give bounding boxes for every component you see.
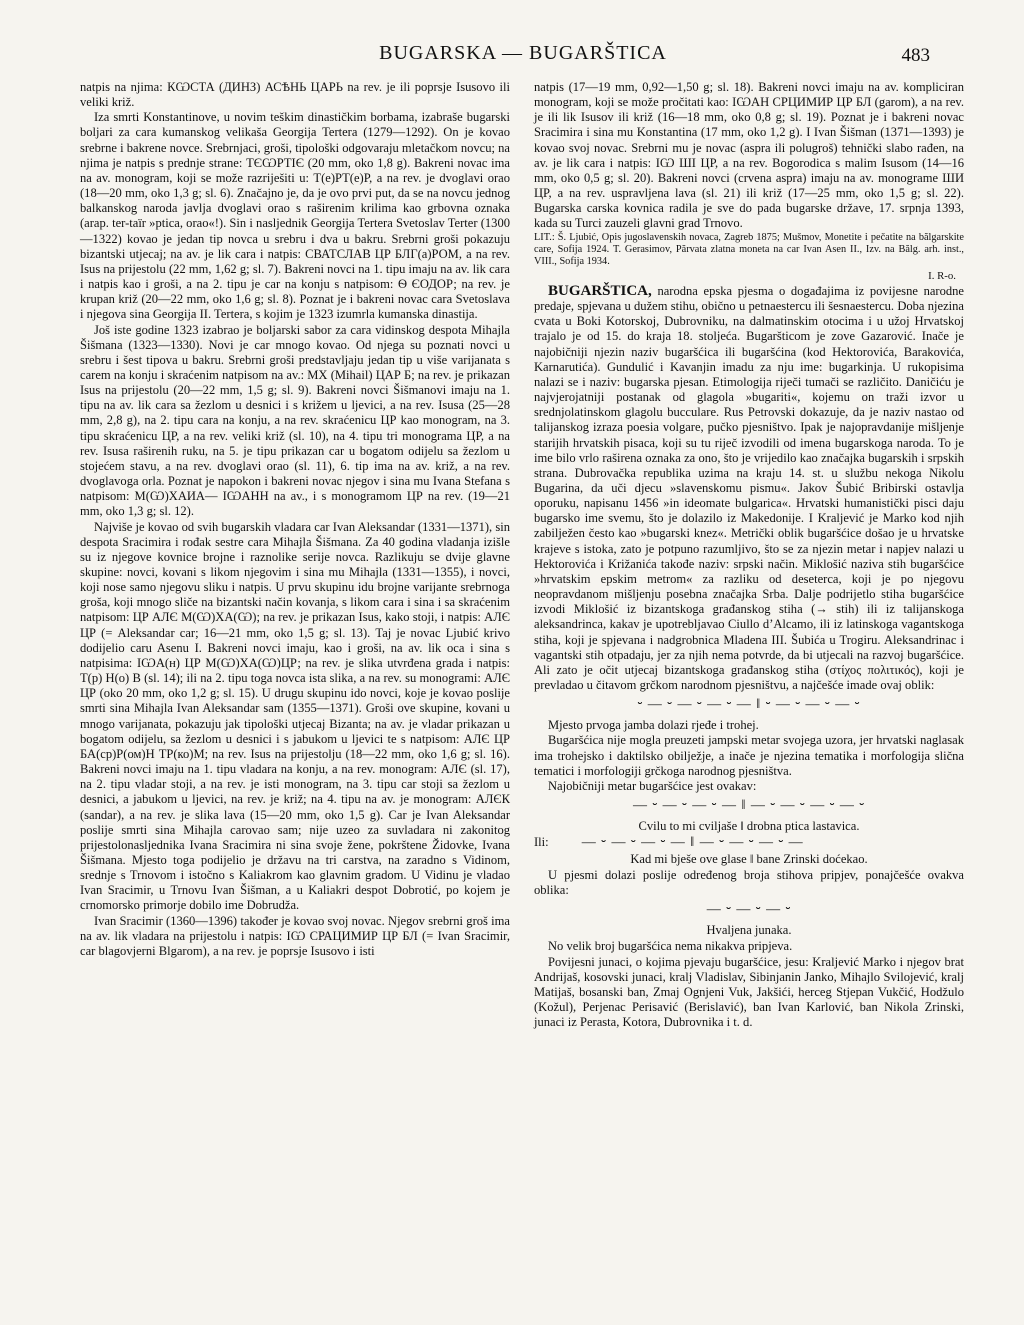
right-paragraph: Bugaršćica nije mogla preuzeti jampski metar svojega uzora, jer hrvatski naglasak ima trohejsko i daktilsko obilježje, a inače je njezina tematika i morfologija slična tematici i morfologiji grčkoga narodnog pjesništva.	[534, 733, 964, 778]
verse-line: Hvaljena junaka.	[706, 923, 792, 938]
right-paragraph: No velik broj bugaršćica nema nikakva pripjeva.	[548, 939, 793, 954]
entry-headword: BUGARŠTICA,	[548, 282, 652, 299]
entry-paragraph: narodna epska pjesma o događajima iz povijesne narodne predaje, spjevana u dužem stihu, obično u petnaestercu ili šesnaestercu. Doba njezina cvata u Boki Kotorskoj, Dubrovniku, na dalmatinskim otocima i u užoj Hrvatskoj trajalo je od 15. do kraja 18. stoljeća. Bugaršticom je zove Gazarović. Inače je najobičniji njezin naziv bugaršćica ili bugaršćina (kod Hektorovića, Barakovića, Karnarutića). Gundulić i Kavanjin imadu za nju ime: bugarkinja. U rukopisima nalazi se i naziv: bugarska pjesan. Etimologija riječi tumači se različito. Daničiću je najvjerojatniji postanak od glagola »bugariti«, kojemu on traži izvor u srednjolatinskom glagolu bucculare. Rus Petrovski dokazuje, da je naziv nastao od talijanskog izraza poesia volgare, pučko pjesništvo. Ipak je najopravdanije mišljenje starijih hrvatskih pisaca, koji su tu riječ izvodili od imena bugarskoga naroda. To je ime bilo vrlo raširena oznaka za ono, što je vrijedilo kao značajka bugarskih i srpskih strana. Dubrovačka republika uzima na kraju 14. st. u službu nekoga Nikolu Bugarina, da uči djecu »slavenskomu pismu«. Jakov Šubić Bribirski ostavlja oporuku, napisanu 1456 »in ideomate bulgarica«. Hrvatski humanistički pisci daju bugarsko ime svemu, što je dolazilo iz Makedonije. I Kraljević je Marko kod njih zabilježen često kao »bugarski knez«. Metrički oblik bugaršćice došao je u hrvatske krajeve s istoka, zato je potpuno razumljivo, što se za njezin metar i napjev nalazi u Hektorovića i Križanića takođe naziv: srpski način. Miklošić naziva stih bugaršćice »hrvatskim epskim metrom« za razliku od deseterca, koji je po njegovu neopravdanom mišljenju posebna značajka Srba. Dalje podrijetlo stiha bugaršćice izvodi Miklošić iz bizantskoga građanskog stiha (→ stih) ili iz talijanskoga aleksandrinca, kakav je upotrebljavao Ciullo d’Alcamo, ili iz latinskoga vagantskoga stiha, koji je spjevana i nadgrobnica Mladena III. Šubića u Trogiru. Aleksandrinac i vagantski stih otpadaju, jer za njih nema potvrde, da bi utjecali na razvoj bugaršćice. Ali zato je očit utjecaj bizantskoga građanskog stiha (στίχος πολιτικός), koji je prevladao u čitavom grčkom narodnom pjesništvu, a najčešće imade ovaj oblik:	[534, 283, 964, 692]
left-column	[80, 80, 510, 959]
running-title: BUGARSKA — BUGARŠTICA	[379, 42, 667, 64]
right-paragraph: Mjesto prvoga jamba dolazi rjeđe i trohej.	[548, 718, 759, 733]
left-paragraph: Najviše je kovao od svih bugarskih vladara car Ivan Aleksandar (1331—1371), sin despota Sracimira i rođak sestre cara Mihajla Šišmana. Za 40 godina vladanja izišle su iz njegove kovnice brojne i raznolike serije novca. Razlikuju se dvije glavne skupine: novci, kovani s likom njegovim i sina mu Mihajla (1331—1355), i novci, koji nose samo njegovu sliku i natpis. U prvu skupinu idu brojne varijante srebrnoga groša, koji mnogo sliče na bizantski način kovanja, s likom cara i sina i sa skraćenim natpisom: ЦР АЛЄ М(Ѡ)ХА(Ѡ); na rev. je prikazan Isus, kako stoji, i natpis: АЛЄ ЦР (= Aleksandar car; 16—21 mm, oko 1,5 g; sl. 13). Taj je novac Ljubić krivo dodijelio caru Asenu I. Bakreni novci imaju, kao i groši, na av. lik oca i sina s natpisima: ІѠА(н) ЦР М(Ѡ)ХА(Ѡ)ЦР; na rev. je slika utvrđena grada i natpis: Т(р) Н(о) В (sl. 14); ili na 2. tipu toga novca ista slika, a na rev. su monogrami: АЛЄ ЦР (oko 20 mm, oko 1,2 g; sl. 15). U drugu skupinu ido novci, koje je kovao poslije smrti sina Mihajla Ivan Aleksandar sam (1355—1371). Groši ove skupine, kovani u mnogo varijanata, pokazuju jak tipološki utjecaj Bizanta; na av. je vladar prikazan u bogatom odijelu, sa žezlom u desnici i s jabukom u ljevici te s natpisom: АЛЄ ЦР БА(ср)Р(ом)Н ТР(ко)М; na rev. Isus na prijestolju (18—22 mm, oko 1,6 g; sl. 16). Bakreni novci imaju na 1. tipu vladara na konju, a na rev. monogram: АЛЄ (sl. 17), na 2. tipu vladar stoji, a na rev. je isti monogram, na 3. tipu car stoji sa žezlom u desnici, a jabukom u ljevici, na rev. je križ; na 4. tipu na av. je monogram: АЛЄК (sandar), a na rev. je slika lava (15—20 mm, oko 1,5 g). Car je Ivan Aleksandar poslije smrti sina Mihajla carovao sam; nije uzeo za suvladara ni zakonitog prijestolonasljednika Ivana Sracimira ni sina svoje žene, pokrštene Židovke, Ivana Šišmana. Mjesto toga podijelio je državu na tri carstva, na zaradno s Vidinom, srednje s Trnovom i istočno s Kaliakrom kao glavnim gradom. U Vidinu je vladao Ivan Sracimir, u Trnovu Ivan Šišman, a u Kaliakri despot Dobrotić, po kojem je crnomorsko primorje dobilo ime Dobrudža.	[80, 519, 510, 913]
left-paragraph: Iza smrti Konstantinove, u novim teškim dinastičkim borbama, izabraše bugarski boljari za cara kumanskog velikaša Georgija Tertera (1279—1292). On je kovao srebrne i bakrene novce. Srebrnjaci, groši, tipološki odgovaraju mletačkom novcu; na njima je natpis s prednje strane: ТЄѠРТІЄ (20 mm, oko 1,8 g). Bakreni novac ima na av. monogram, koji se može razriješiti u: Т(е)РТ(е)Р, a na rev. je dvoglavi orao (18—20 mm, oko 1,3 g; sl. 6). Značajno je, da je ovo prvi put, da se na novcu jednog balkanskog naroda javlja dvoglavi orao s raširenim krilima kao grbovna oznaka (arap. ter-taïr »ptica, orao«!). Sin i nasljednik Georgija Tertera Svetoslav Terter (1300—1322) kovao je jedan tip novca u srebru i dva u bakru. Srebrni groši pokazuju bizantski utjecaj; na av. je lik cara i natpis: СВАТСЛАВ ЦР БЛГ(а)РОМ, a na rev. Isus na prijestolu (22 mm, 1,62 g; sl. 7). Bakreni novci na 1. tipu imaju na av. lik cara i natpis kao i groši, a na 2. tipu je car na konju s natpisom: Ѳ ЄОДОР; na rev. je krupan križ (20—22 mm, oko 1,6 g; sl. 8). Poznat je i bakreni novac cara Svetoslava i njegova sina Georgija II. Tertera, s kojim je 1323 izumrla kumanska dinastija.	[80, 110, 510, 322]
right-paragraph: natpis (17—19 mm, 0,92—1,50 g; sl. 18). Bakreni novci imaju na av. kompliciran monogram, koji se može pročitati kao: ІѠАН СРЦИМИР ЦР БЛ (garom), a na rev. je ili lik Isusov ili križ (16—18 mm, oko 0,8 g; sl. 19). Poznat je i bakreni novac Sracimira i sina mu Konstantina (17 mm, oko 1,2 g). I Ivan Šišman (1371—1393) je kovao svoj novac. Srebrni mu je novac (aspra ili polugroš) tehnički slabo rađen, na av. je lik cara i natpis: ІѠ ШІ ЦР, a na rev. Bogorodica s malim Isusom (14—16 mm, oko 0,5 g; sl. 20). Bakreni novci (crvena aspra) imaju na av. monograme ШИ ЦР, a na rev. uspravljena lava (sl. 21) ili križ (17—25 mm, oko 1,5 g; sl. 22). Bugarska carska kovnica radila je sve do pada bugarske države, 17. srpnja 1393, kada su Turci zauzeli glavni grad Trnovo.	[534, 80, 964, 231]
ili-label: Ili:	[534, 835, 549, 850]
right-paragraph: U pjesmi dolazi poslije određenog broja stihova pripjev, ponajčešće ovakva oblika:	[534, 867, 964, 897]
right-paragraph: Povijesni junaci, o kojima pjevaju bugaršćice, jesu: Kraljević Marko i njegov brat Andrijaš, kosovski junaci, kralj Vladislav, Sibinjanin Janko, Mihajlo Svilojević, kralj Matijaš, bosanski ban, Zmaj Ognjeni Vuk, Jakšići, herceg Stjepan Vukčić, Hodžulo (Kožul), Perjenac Perisavić (Berislavić), ban Ivan Karlović, ban Nikola Zrinski, junaci iz Perasta, Kotora, Dubrovnika i t. d.	[534, 954, 964, 1030]
meter-scheme: — ⏑ — ⏑ — ⏑ — ‖ — ⏑ — ⏑ — ⏑ —	[581, 835, 804, 851]
meter-scheme: — ⏑ — ⏑ — ⏑	[706, 902, 792, 918]
right-paragraph: Najobičniji metar bugaršćice jest ovakav:	[548, 778, 757, 793]
left-paragraph: Ivan Sracimir (1360—1396) također je kovao svoj novac. Njegov srebrni groš ima na av. lik vladara na prijestolu i natpis: ІѠ СРАЦИМИР ЦР БЛ (= Ivan Sracimir, car blagovjerni Blgarom), a na rev. je poprsje Isusovo i isti	[80, 913, 510, 958]
bibliography: LIT.: Š. Ljubić, Opis jugoslavenskih novaca, Zagreb 1875; Mušmov, Monetite i pečatite na bălgarskite care, Sofija 1924. T. Gerasimov, Părvata zlatna moneta na car Ivan Asen II., Izv. na Bălg. arh. inst., VIII., Sofija 1934.	[534, 231, 964, 268]
verse-line: Kad mi bješe ove glase ‖ bane Zrinski doćekao.	[630, 851, 868, 866]
meter-alternative	[534, 835, 964, 850]
author-signature: I. R-o.	[928, 269, 956, 282]
left-paragraph: Još iste godine 1323 izabrao je boljarski sabor za cara vidinskog despota Mihajla Šišmana (1323—1330). Novi je car mnogo kovao. Od njega su poznati novci u srebru i šest tipova u bakru. Srebrni groši predstavljaju jedan tip u više varijanata s carem na konju i skraćenim natpisom na av.: МХ (Mihail) ЦАР Б; na rev. je prikazan Isus na prijestolu (20—22 mm, 1,5 g; sl. 9). Bakreni novci Šišmanovi imaju na 1. tipu na av. lik cara sa žezlom u desnici i s križem u ljevici, a na rev. Isusa (25—28 mm, 2,8 g), na 2. tipu cara na konju, a na rev. skraćenicu ЦР kao monogram, na 3. tipu skraćenicu ЦР, a na rev. veliki križ (sl. 10), na 4. tipu tri monograma ЦР, a na rev. Isusa raširenih ruku, na 5. je tipu prikazan car u bogatom odijelu sa žezlom u stojećem stavu, a na rev. dvoglavi orao (sl. 11), 6. tip ima na av. križ, a na rev. dvoglavoga orla. Poznat je napokon i bakreni novac njegov i sina mu Ivana Stefana s natpisom: М(Ѡ)ХАИА— ІѠАНН na av., i s monogramom ЦР na rev. (19—21 mm, oko 1,3 g; sl. 12).	[80, 322, 510, 519]
meter-scheme: ⏑ — ⏑ — ⏑ — ⏑ — ‖ ⏑ — ⏑ — ⏑ — ⏑	[637, 697, 861, 713]
meter-scheme: — ⏑ — ⏑ — ⏑ — ‖ — ⏑ — ⏑ — ⏑ — ⏑	[632, 798, 866, 814]
right-column	[534, 80, 964, 1030]
page-number: 483	[901, 45, 930, 66]
page-header	[78, 42, 968, 76]
verse-line: Cvilu to mi cviljaše ‖ drobna ptica lastavica.	[638, 819, 860, 834]
left-paragraph: natpis na njima: КѠСТА (ДИНЗ) АСѢНЬ ЦАРЬ na rev. je ili poprsje Isusovo ili veliki križ.	[80, 80, 510, 110]
